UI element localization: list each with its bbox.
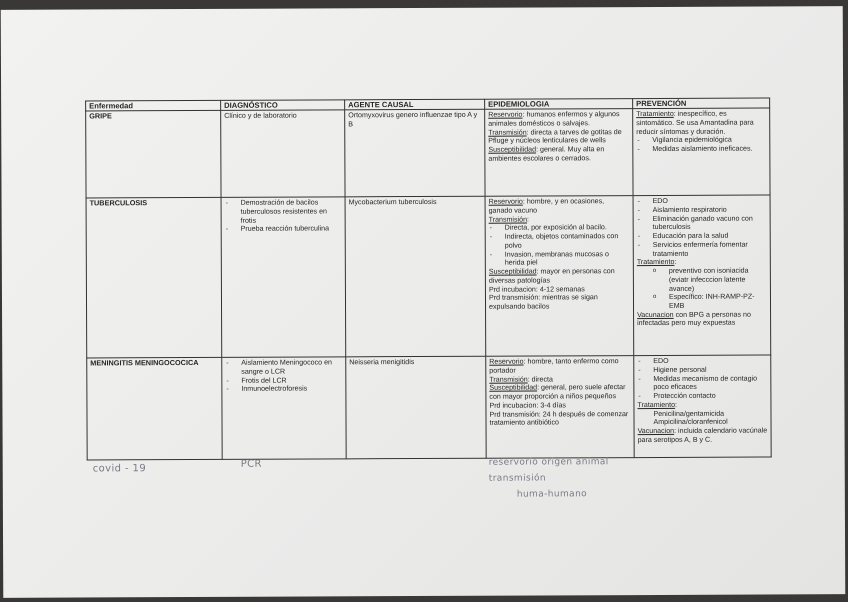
header-agente-causal: AGENTE CAUSAL bbox=[345, 99, 485, 110]
reservorio-line bbox=[489, 197, 630, 215]
susceptibilidad-line bbox=[489, 267, 630, 285]
diagnostico-cell bbox=[221, 110, 345, 198]
transmision-label: Transmisión bbox=[489, 375, 528, 384]
tratamiento-drug-line: Penicilina/gentamicida bbox=[653, 409, 725, 418]
periodo-transmision-line: Prd transmisión: mientras se sigan expulsando bacilos bbox=[488, 293, 598, 311]
list-item: - Medidas aislamiento ineficaces. bbox=[636, 145, 766, 154]
incubacion-line: Prd incubacion: 4-12 semanas bbox=[488, 284, 585, 294]
list-item: - Eliminación ganado vacuno con tuberculosis bbox=[637, 214, 767, 232]
transmision-list bbox=[489, 224, 630, 268]
susceptibilidad-line bbox=[488, 145, 629, 163]
paper-sheet bbox=[1, 6, 846, 598]
list-item: - Invasion, membranas mucosas o herida piel bbox=[489, 250, 630, 268]
reservorio-label: Reservorio bbox=[488, 197, 523, 207]
epidemiologia-cell bbox=[485, 109, 633, 197]
tratamiento-drug-line: Ampicilina/cloranfenicol bbox=[653, 418, 728, 427]
susceptibilidad-text: : general, pero suele afectar con mayor proporción a niños pequeños bbox=[489, 383, 626, 401]
handwritten-pcr-note: PCR bbox=[240, 458, 262, 470]
table-row-meningitis bbox=[87, 355, 771, 460]
vacunacion-text: : incluida calendario vacúnale para serotipos A, B y C. bbox=[637, 426, 768, 444]
transmision-label: Transmisión bbox=[488, 128, 527, 137]
list-item: - Directa, por exposición al bacilo. bbox=[489, 224, 630, 233]
list-item: - Prueba reacción tuberculina bbox=[225, 225, 342, 234]
list-item: - Educación para la salud bbox=[637, 232, 767, 241]
tratamiento-colon: : bbox=[674, 258, 677, 267]
reservorio-line bbox=[489, 357, 630, 375]
list-item: - Vigilancia epidemiológica bbox=[636, 136, 766, 145]
reservorio-line bbox=[488, 110, 629, 128]
prevencion-cell bbox=[633, 195, 771, 356]
vacunacion-line bbox=[638, 427, 768, 445]
header-epidemiologia: EPIDEMIOLOGIA bbox=[485, 99, 633, 110]
susceptibilidad-label: Susceptibilidad bbox=[488, 267, 537, 276]
tratamiento-text: : inespecífico, es sintomático. Se usa Amantadina para reducir síntomas y duración. bbox=[636, 110, 754, 136]
list-item: - Demostración de bacilos tuberculosos resistentes en frotis bbox=[225, 199, 342, 226]
agente-cell: Ortomyxovirus genero influenzae tipo A y B bbox=[345, 110, 485, 198]
disease-table bbox=[85, 97, 772, 460]
transmision-colon: : bbox=[526, 215, 530, 224]
handwritten-note-line: huma-humano bbox=[516, 489, 588, 500]
reservorio-text: : humanos enfermos y algunos animales domésticos o salvajes. bbox=[488, 110, 620, 128]
list-item: - Aislamiento respiratorio bbox=[637, 206, 767, 215]
list-item: - EDO bbox=[637, 357, 767, 366]
header-enfermedad: Enfermedad bbox=[86, 100, 221, 111]
list-item: - Servicios enfermería fomentar tratamiento bbox=[637, 240, 767, 258]
transmision-line bbox=[488, 128, 629, 146]
list-item: o Específico: INH-RAMP-PZ-EMB bbox=[637, 293, 767, 311]
prevencion-list bbox=[637, 197, 767, 259]
reservorio-label: Reservorio bbox=[489, 357, 524, 367]
susceptibilidad-label: Susceptibilidad bbox=[488, 145, 537, 154]
tratamiento-line bbox=[636, 110, 766, 137]
handwritten-note-line: reservorio origen animal bbox=[488, 457, 609, 468]
reservorio-text: : hombre, y en ocasiones, ganado vacuno bbox=[488, 197, 605, 215]
reservorio-text: : hombre, tanto enfermo como portador bbox=[489, 357, 619, 375]
list-item: - Aislamiento Meningococo en sangre o LCR bbox=[225, 359, 342, 377]
header-prevencion: PREVENCIÓN bbox=[633, 98, 770, 109]
prevencion-list bbox=[637, 357, 767, 401]
agente-cell: Mycobacterium tuberculosis bbox=[345, 197, 486, 358]
transmision-label: Transmisión bbox=[488, 215, 528, 224]
epidemiologia-cell bbox=[486, 356, 634, 459]
susceptibilidad-text: : mayor en personas con diversas patologías bbox=[488, 267, 615, 285]
susceptibilidad-line bbox=[489, 384, 630, 402]
vacunacion-label: Vacunacion bbox=[637, 426, 675, 436]
tratamiento-label: Tratamiento bbox=[636, 110, 674, 119]
prevencion-cell bbox=[633, 108, 770, 196]
tratamiento-label: Tratamiento bbox=[636, 258, 675, 267]
handwritten-note-line: transmisión bbox=[488, 473, 547, 484]
prevencion-list bbox=[636, 136, 766, 154]
disease-name: TUBERCULOSIS bbox=[86, 198, 222, 359]
susceptibilidad-label: Susceptibilidad bbox=[489, 383, 538, 393]
list-item: - Medidas mecanismo de contagio poco eficaces bbox=[637, 374, 767, 392]
vacunacion-label: Vacunacion bbox=[637, 310, 674, 319]
prevencion-cell bbox=[634, 355, 771, 458]
disease-name: GRIPE bbox=[86, 111, 221, 199]
transmision-text: : directa a tarves de gotitas de Pfluge y núcleos lenticulares de wells bbox=[488, 127, 622, 146]
incubacion-line: Prd incubacion: 3-4 días bbox=[489, 401, 566, 410]
reservorio-label: Reservorio bbox=[488, 110, 523, 120]
list-item: - Inmunoelectroforesis bbox=[225, 385, 342, 394]
handwritten-covid-note: covid - 19 bbox=[92, 463, 147, 475]
tratamiento-colon: : bbox=[675, 400, 678, 409]
transmision-text: : directa bbox=[527, 375, 553, 384]
list-item: - Indirecta, objetos contaminados con polvo bbox=[489, 232, 630, 250]
tratamiento-list bbox=[637, 267, 767, 311]
header-diagnostico: DIAGNÓSTICO bbox=[221, 100, 345, 111]
periodo-transmision-line: Prd transmisión: 24 h después de comenzar tratamiento antibiótico bbox=[489, 409, 629, 428]
vacunacion-line bbox=[637, 310, 767, 328]
disease-name: MENINGITIS MENINGOCOCICA bbox=[87, 358, 222, 461]
table-row-tuberculosis bbox=[86, 195, 771, 358]
diagnostico-list bbox=[225, 359, 342, 394]
diagnostico-cell bbox=[221, 197, 346, 358]
tratamiento-label: Tratamiento bbox=[637, 400, 676, 409]
list-item: o preventivo con isoniacida (eviatr infecccion latente avance) bbox=[637, 267, 767, 294]
list-item: - Protección contacto bbox=[637, 392, 767, 401]
diagnostico-cell bbox=[222, 357, 346, 460]
list-item: - EDO bbox=[637, 197, 767, 206]
diagnostico-list bbox=[225, 199, 342, 234]
agente-cell: Neisseria menigitidis bbox=[346, 357, 486, 460]
susceptibilidad-text: : general. Muy alta en ambientes escolares o cerrados. bbox=[488, 145, 605, 163]
diagnostico-text: Clínico y de laboratorio bbox=[224, 111, 297, 121]
table-row-gripe bbox=[86, 108, 770, 198]
list-item: - Higiene personal bbox=[637, 366, 767, 375]
list-item: - Frotis del LCR bbox=[225, 376, 342, 385]
vacunacion-text: con BPG a personas no infectadas pero muy expuestas bbox=[637, 310, 751, 328]
epidemiologia-cell bbox=[485, 196, 634, 357]
